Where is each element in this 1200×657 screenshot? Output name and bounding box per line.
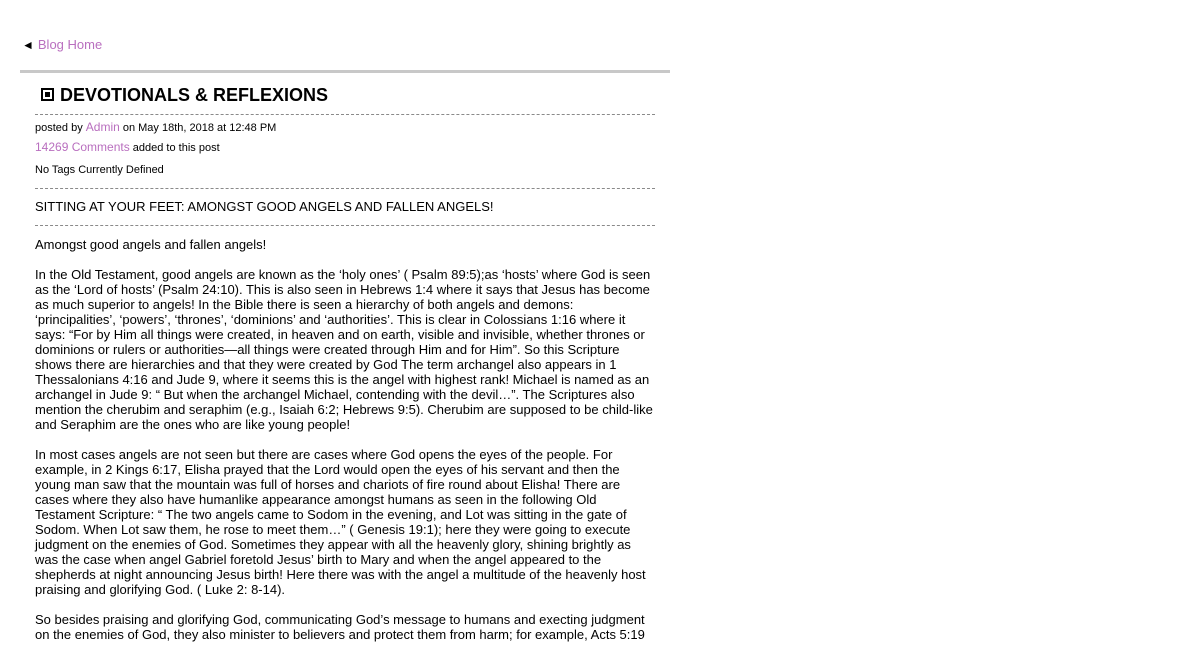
post-title — [35, 82, 655, 108]
top-divider — [20, 70, 670, 73]
post-body — [35, 237, 655, 642]
title-divider — [35, 114, 655, 115]
comments-suffix: added to this post — [132, 142, 220, 154]
square-bullet-icon — [41, 88, 54, 101]
author-link[interactable]: Admin — [85, 120, 120, 134]
post-paragraph: Amongst good angels and fallen angels! — [35, 237, 267, 252]
post-paragraph: In the Old Testament, good angels are known as the ‘holy ones’ ( Psalm 89:5);as ‘hosts’ where God is seen as the ‘Lord of hosts’ (Psalm 24:10). This is also seen in Hebrews 1:4 where it says that Jesus has become as much superior to angels! In the Bible there is seen a hierarchy of both angels and demons: ‘principalities’, ‘powers’, ‘thrones’, ‘dominions’ and ‘authorities’. This is clear in Colossians 1:16 where it says: “For by Him all things were created, in heaven and on earth, visible and invisible, whether thrones or dominions or rulers or authorities—all things were created through Him and for Him”. So this Scripture shows there are hierarchies and that they were created by God The term archangel also appears in 1 Thessalonians 4:16 and Jude 9, where it seems this is the angel with highest rank! Michael is named as an archangel in Jude 9: “ But when the archangel Michael, contending with the devil…”. The Scriptures also mention the cherubim and seraphim (e.g., Isaiah 6:2; Hebrews 9:5). Cherubim are supposed to be child-like and Seraphim are the ones who are like young people! — [35, 267, 653, 432]
blog-home-link[interactable]: Blog Home — [37, 37, 103, 52]
post-paragraph: In most cases angels are not seen but there are cases where God opens the eyes of the people. For example, in 2 Kings 6:17, Elisha prayed that the Lord would open the eyes of his servant and then the young man saw that the mountain was full of horses and chariots of fire round about Elisha! There are cases where they also have humanlike appearance amongst humans as seen in the following Old Testament Scripture: “ The two angels came to Sodom in the evening, and Lot was sitting in the gate of Sodom. When Lot saw them, he rose to meet them…” ( Genesis 19:1); here they were going to execute judgment on the enemies of God. Sometimes they appear with all the heavenly glory, shining brightly as was the case when angel Gabriel foretold Jesus’ birth to Mary and when the angel appeared to the shepherds at night announcing Jesus birth! Here there was with the angel a multitude of the heavenly host praising and glorifying God. ( Luke 2: 8-14). — [35, 447, 646, 597]
post-meta-author — [35, 120, 655, 135]
comments-link[interactable]: 14269 Comments — [35, 140, 130, 154]
post-paragraph: So besides praising and glorifying God, communicating God’s message to humans and execting judgment on the enemies of God, they also minister to believers and protect them from harm; for example, Acts 5:19 — [35, 612, 645, 642]
subject-divider — [35, 225, 655, 226]
back-arrow-icon: ◄ — [22, 38, 34, 52]
post-title-text: DEVOTIONALS & REFLEXIONS — [60, 85, 329, 105]
posted-by-prefix: posted by — [35, 122, 83, 134]
post-subject: SITTING AT YOUR FEET: AMONGST GOOD ANGELS AND FALLEN ANGELS! — [35, 199, 494, 214]
blog-home-nav — [22, 37, 102, 53]
posted-date: on May 18th, 2018 at 12:48 PM — [122, 122, 277, 134]
blog-post — [35, 82, 655, 657]
post-tags: No Tags Currently Defined — [35, 164, 164, 176]
meta-divider — [35, 188, 655, 189]
post-meta-comments — [35, 140, 655, 155]
